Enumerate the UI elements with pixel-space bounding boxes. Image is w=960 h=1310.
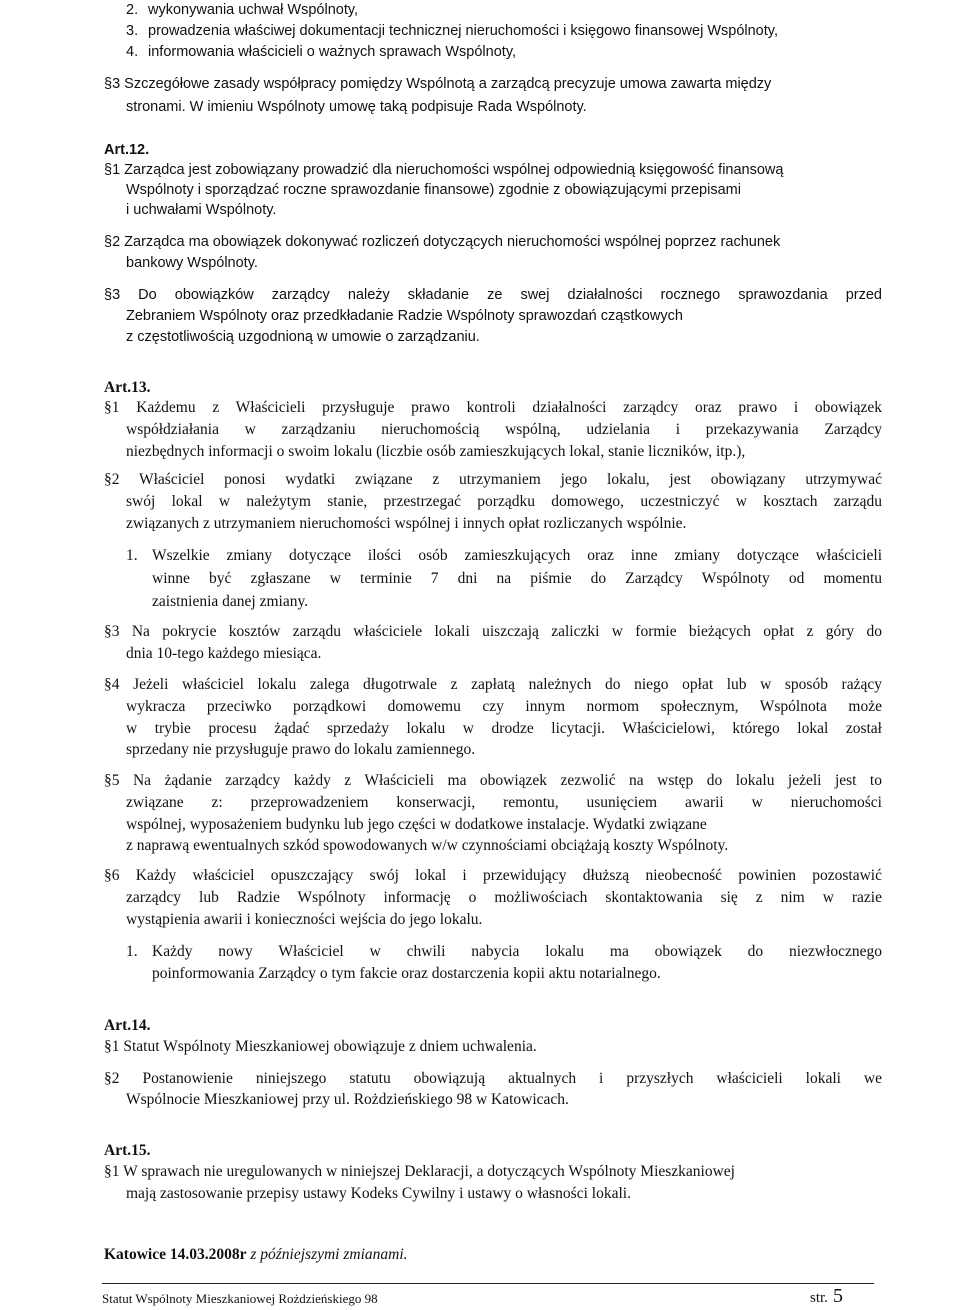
paragraph-line: z częstotliwością uzgodnioną w umowie o zarządzaniu. (126, 329, 480, 345)
paragraph-line: Zebraniem Wspólnoty oraz przedkładanie Radzie Wspólnoty sprawozdań cząstkowych (126, 308, 683, 324)
list-number: 1. (126, 547, 138, 564)
paragraph-line: swój lokal w należytym stanie, przestrzegać porządku domowego, uczestniczyć w kosztach zarządu (126, 493, 882, 510)
paragraph-line: w trybie procesu żądać sprzedaży lokalu w drodze licytacji. Właścicielowi, którego lokal został (126, 720, 882, 737)
page-number (810, 1285, 843, 1308)
list-item: 2. wykonywania uchwał Wspólnoty, (126, 2, 359, 18)
place-date: Katowice 14.03.2008r (104, 1246, 247, 1263)
paragraph-line: niezbędnych informacji o swoim lokalu (liczbie osób zamieszkujących lokal, stanie liczników, itp.), (126, 443, 746, 460)
paragraph-line: §6 Każdy właściciel opuszczający swój lokal i przewidujący dłuższą nieobecność powinien pozostawić (104, 867, 882, 884)
paragraph-line: stronami. W imieniu Wspólnoty umowę taką podpisuje Rada Wspólnoty. (126, 99, 587, 115)
paragraph-line: zarządcy lub Radzie Wspólnoty informację o możliwościach skontaktowania się z nim w razie (126, 889, 882, 906)
paragraph-line: §1 Zarządca jest zobowiązany prowadzić dla nieruchomości wspólnej odpowiednią księgowość finansową (104, 162, 784, 178)
article-heading: Art.12. (104, 142, 150, 158)
paragraph-line: §2 Właściciel ponosi wydatki związane z utrzymaniem jego lokalu, jest obowiązany utrzymywać (104, 471, 882, 488)
paragraph-line: §2 Zarządca ma obowiązek dokonywać rozliczeń dotyczących nieruchomości wspólnej poprzez rachunek (104, 234, 781, 250)
paragraph-line: mają zastosowanie przepisy ustawy Kodeks Cywilny i ustawy o własności lokali. (126, 1185, 631, 1202)
list-item-line: zaistnienia danej zmiany. (152, 593, 309, 610)
list-item-line: poinformowania Zarządcy o tym fakcie oraz dostarczenia kopii aktu notarialnego. (152, 965, 661, 982)
list-item-line: Wszelkie zmiany dotyczące ilości osób zamieszkujących oraz inne zmiany dotyczące właścicieli (152, 547, 882, 564)
paragraph-line: wspólnej, wyposażeniem budynku lub jego części w dodatkowe instalacje. Wydatki związane (126, 816, 707, 833)
paragraph-line: Wspólnocie Mieszkaniowej przy ul. Rożdzieńskiego 98 w Katowicach. (126, 1091, 569, 1108)
paragraph-line: wykracza przeciwko porządkowi domowemu czy innym normom społecznym, Wspólnota może (126, 698, 882, 715)
paragraph-line: sprzedany nie przysługuje prawo do lokalu zamiennego. (126, 741, 476, 758)
paragraph-line: bankowy Wspólnoty. (126, 255, 258, 271)
paragraph-line: z naprawą ewentualnych szkód spowodowanych w/w czynnościami obciążają koszty Wspólnoty. (126, 837, 729, 854)
paragraph-line: dnia 10-tego każdego miesiąca. (126, 645, 322, 662)
paragraph-line: §1 Każdemu z Właścicieli przysługuje prawo kontroli działalności zarządcy oraz prawo i obowiązek (104, 399, 882, 416)
list-item: 3. prowadzenia właściwej dokumentacji technicznej nieruchomości i księgowo finansowej Wspólnoty, (126, 23, 778, 39)
article-heading: Art.13. (104, 379, 151, 396)
paragraph-line: związane z: przeprowadzeniem konserwacji, remontu, usunięciem awarii w nieruchomości (126, 794, 882, 811)
paragraph-line: §3 Szczegółowe zasady współpracy pomiędzy Wspólnotą a zarządcą precyzuje umowa zawarta między (104, 76, 772, 92)
paragraph-line: Wspólnoty i sporządzać roczne sprawozdanie finansowe) zgodnie z obowiązującymi przepisami (126, 182, 741, 198)
paragraph-line: §5 Na żądanie zarządcy każdy z Właścicieli ma obowiązek zezwolić na wstęp do lokalu jeżeli jest to (104, 772, 882, 789)
paragraph-line: §1 W sprawach nie uregulowanych w niniejszej Deklaracji, a dotyczących Wspólnoty Mieszkaniowej (104, 1163, 735, 1180)
paragraph-line: §4 Jeżeli właściciel lokalu zalega długotrwale z zapłatą należnych do niego opłat lub w sposób rażący (104, 676, 882, 693)
paragraph-line: §3 Do obowiązków zarządcy należy składanie ze swej działalności rocznego sprawozdania przed (104, 287, 882, 303)
paragraph-line: §3 Na pokrycie kosztów zarządu właściciele lokali uiszczają zaliczki w formie bieżących opłat z góry do (104, 623, 882, 640)
footer-title: Statut Wspólnoty Mieszkaniowej Rożdzieńskiego 98 (102, 1291, 378, 1306)
article-heading: Art.14. (104, 1017, 151, 1034)
paragraph-line: związanych z utrzymaniem nieruchomości wspólnej i innych opłat rozliczanych wspólnie. (126, 515, 687, 532)
paragraph-line: §2 Postanowienie niniejszego statutu obowiązują aktualnych i przyszłych właścicieli lokali we (104, 1070, 882, 1087)
paragraph-line: §1 Statut Wspólnoty Mieszkaniowej obowiązuje z dniem uchwalenia. (104, 1038, 537, 1055)
list-item-line: winne być zgłaszane w terminie 7 dni na piśmie do Zarządcy Wspólnoty od momentu (152, 570, 882, 587)
paragraph-line: wystąpienia awarii i konieczności wejścia do jego lokalu. (126, 911, 483, 928)
article-heading: Art.15. (104, 1142, 151, 1159)
closing-line (104, 1245, 408, 1265)
paragraph-line: współdziałania w zarządzaniu nieruchomością wspólną, udzielania i przekazywania Zarządcy (126, 421, 882, 438)
footer-divider (102, 1283, 874, 1284)
paragraph-line: i uchwałami Wspólnoty. (126, 202, 277, 218)
page-label: str. (810, 1290, 828, 1306)
list-number: 1. (126, 943, 138, 960)
page-number-value: 5 (832, 1285, 843, 1307)
amendments-note: z późniejszymi zmianami. (246, 1246, 408, 1263)
list-item: 4. informowania właścicieli o ważnych sprawach Wspólnoty, (126, 44, 517, 60)
list-item-line: Każdy nowy Właściciel w chwili nabycia lokalu ma obowiązek do niezwłocznego (152, 943, 882, 960)
